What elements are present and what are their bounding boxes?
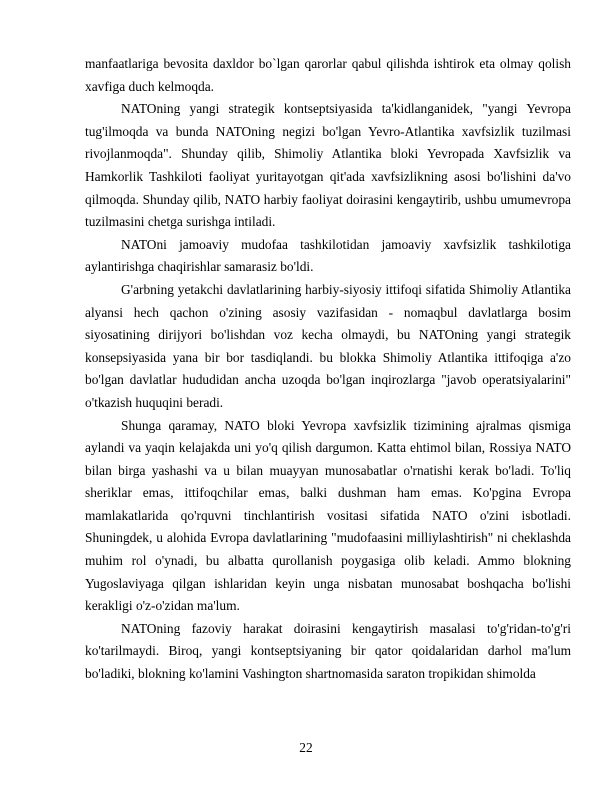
paragraph-western-alliance: G'arbning yetakchi davlatlarining harbiy-siyosiy ittifoqi sifatida Shimoliy Atlantika alyansi hech qachon o'zining asosiy vazifasidan - nomaqbul davlatlarga bosim siyosatining dirijyori bo'lishdan voz kecha olmaydi, bu NATOning yangi strategik konsepsiyasida yana bir bor tasdiqlandi. bu blokka Shimoliy Atlantika ittifoqiga a'zo bo'lgan davlatlar hududidan ancha uzoqda bo'lgan inqirozlarga "javob operatsiyalarini" o'tkazish huquqini beradi. [85,281,571,410]
paragraph-european-security: Shunga qaramay, NATO bloki Yevropa xavfsizlik tizimining ajralmas qismiga aylandi va yaqin kelajakda uni yo'q qilish dargumon. Katta ehtimol bilan, Rossiya NATO bilan birga yashashi va u bilan muayyan munosabatlar o'rnatishi kerak bo'ladi. To'liq sheriklar emas, ittifoqchilar emas, balki dushman ham emas. Ko'pgina Evropa mamlakatlarida qo'rquvni tinchlantirish vositasi sifatida NATO o'zini isbotladi. Shuningdek, u alohida Evropa davlatlarining "mudofaasini milliylashtirish" ni cheklashda muhim rol o'ynadi, bu albatta qurollanish poygasiga olib keladi. Ammo blokning Yugoslaviyaga qilgan ishlaridan keyin unga nisbatan munosabat boshqacha bo'lishi kerakligi o'z-o'zidan ma'lum. [85,417,571,614]
paragraph-continuation: manfaatlariga bevosita daxldor bo`lgan qarorlar qabul qilishda ishtirok eta olmay qolish xavfiga duch kelmoqda. [85,56,571,94]
paragraph-collective-security: NATOni jamoaviy mudofaa tashkilotidan jamoaviy xavfsizlik tashkilotiga aylantirishga chaqirishlar samarasiz bo'ldi. [85,236,571,275]
page-number: 22 [299,740,313,755]
paragraph-spatial-expansion: NATOning fazoviy harakat doirasini kengaytirish masalasi to'g'ridan-to'g'ri ko'tarilmaydi. Biroq, yangi kontseptsiyaning bir qator qoidalaridan darhol ma'lum bo'ladiki, blokning ko'lamini Vashington shartnomasida saraton tropikidan shimolda [85,620,571,682]
document-page [85,53,571,686]
paragraph-strategic-concept: NATOning yangi strategik kontseptsiyasida ta'kidlanganidek, "yangi Yevropa tug'ilmoqda va bunda NATOning negizi bo'lgan Yevro-Atlantika xavfsizlik tuzilmasi rivojlanmoqda". Shunday qilib, Shimoliy Atlantika bloki Yevropada Xavfsizlik va Hamkorlik Tashkiloti faoliyat yuritayotgan qit'ada xavfsizlikning asosi bo'lishini da'vo qilmoqda. Shunday qilib, NATO harbiy faoliyat doirasini kengaytirib, ushbu umumevropa tuzilmasini chetga surishga intiladi. [85,101,571,230]
